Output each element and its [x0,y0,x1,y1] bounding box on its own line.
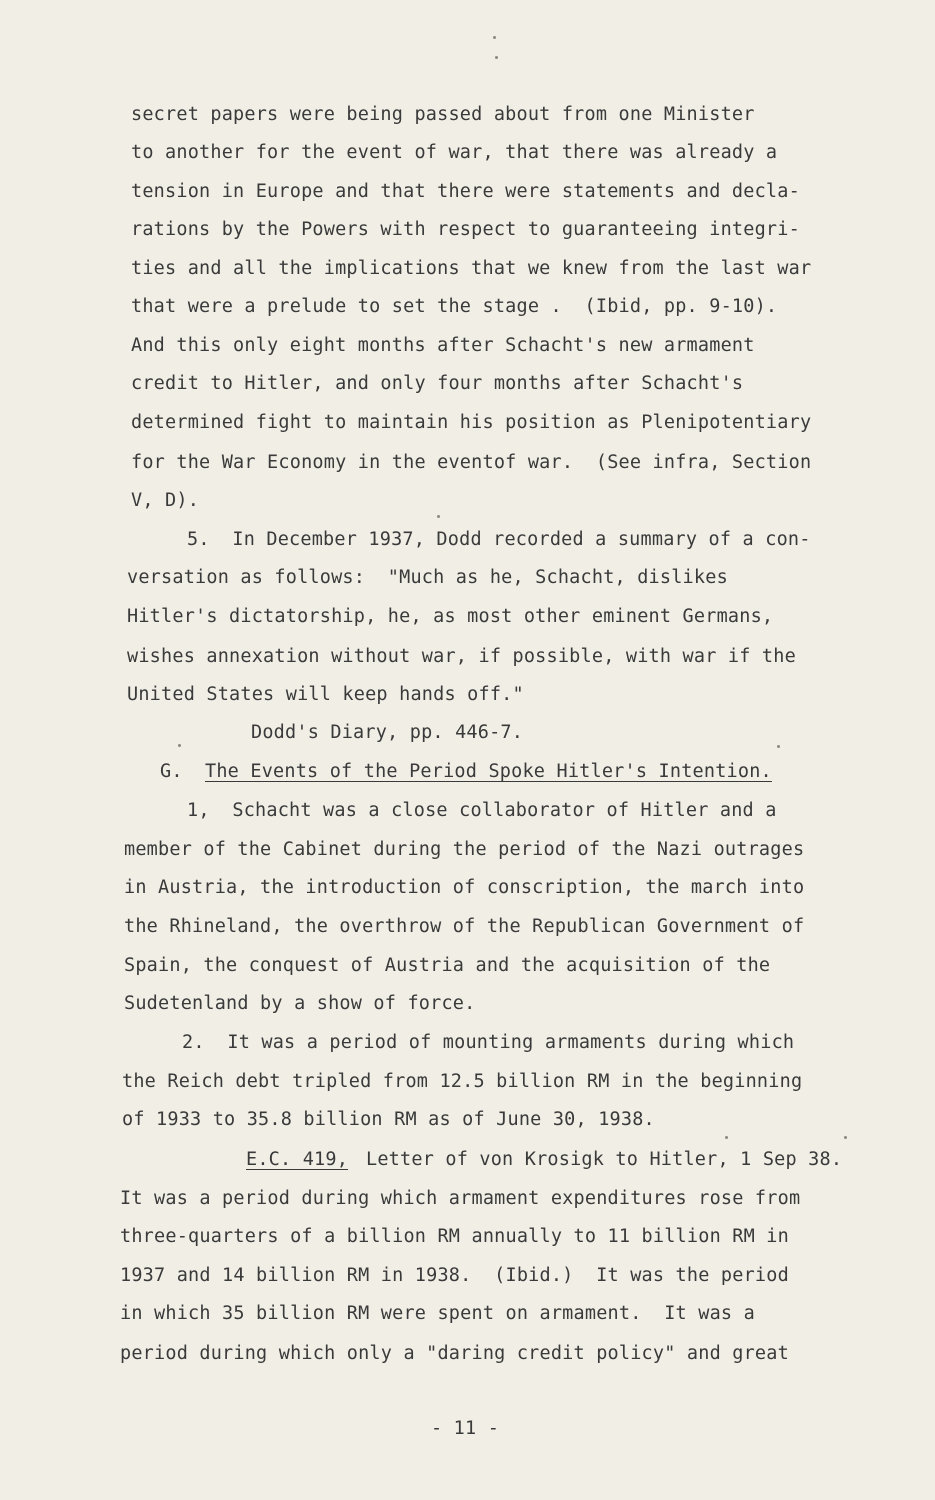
text-line: of 1933 to 35.8 billion RM as of June 30, 1938. [122,1109,655,1130]
text-line: rations by the Powers with respect to guaranteeing integri- [131,219,800,240]
text-line: tension in Europe and that there were statements and decla- [131,181,800,202]
text-line: in which 35 billion RM were spent on armament. It was a [120,1303,755,1324]
text-line: the Rhineland, the overthrow of the Republican Government of [124,916,805,937]
paper-speck [777,745,780,748]
text-line: credit to Hitler, and only four months after Schacht's [131,373,744,394]
section-heading: The Events of the Period Spoke Hitler's Intention. [205,761,772,782]
text-line: versation as follows: "Much as he, Schacht, dislikes [127,567,728,588]
text-line: V, D). [131,490,200,511]
text-line: It was a period during which armament expenditures rose from [120,1188,801,1209]
text-line: Spain, the conquest of Austria and the acquisition of the [124,955,771,976]
text-line: wishes annexation without war, if possible, with war if the [127,646,796,667]
paper-speck [437,515,440,518]
text-line: the Reich debt tripled from 12.5 billion RM in the beginning [122,1071,803,1092]
text-line: determined fight to maintain his position as Plenipotentiary [131,412,812,433]
text-line: Sudetenland by a show of force. [124,993,476,1014]
text-line: to another for the event of war, that there was already a [131,142,778,163]
paper-speck [495,56,498,59]
text-line: period during which only a "daring credit policy" and great [120,1343,789,1364]
paper-speck [493,36,496,39]
text-line: And this only eight months after Schacht's new armament [131,335,755,356]
paragraph-1-start: 1, Schacht was a close collaborator of Hitler and a [187,800,777,821]
text-line: Letter of von Krosigk to Hitler, 1 Sep 38. [366,1149,843,1170]
exhibit-reference: E.C. 419, [246,1149,349,1170]
text-line: for the War Economy in the eventof war. (See infra, Section [131,452,812,473]
section-letter: G. [160,761,183,782]
paper-speck [844,1136,847,1139]
text-line: ties and all the implications that we knew from the last war [131,258,812,279]
text-line: that were a prelude to set the stage . (Ibid, pp. 9-10). [131,296,778,317]
text-line: 1937 and 14 billion RM in 1938. (Ibid.) It was the period [120,1265,789,1286]
citation: Dodd's Diary, pp. 446-7. [251,722,524,743]
paper-speck [178,744,181,747]
paper-speck [725,1136,728,1139]
paragraph-5-start: 5. In December 1937, Dodd recorded a summary of a con- [187,529,811,550]
text-line: three-quarters of a billion RM annually to 11 billion RM in [120,1226,789,1247]
paragraph-2-start: 2. It was a period of mounting armaments during which [182,1032,795,1053]
text-line: secret papers were being passed about from one Minister [131,104,755,125]
text-line: member of the Cabinet during the period of the Nazi outrages [124,839,805,860]
text-line: United States will keep hands off." [127,684,524,705]
page-number: - 11 - [431,1418,500,1439]
text-line: in Austria, the introduction of conscription, the march into [124,877,805,898]
text-line: Hitler's dictatorship, he, as most other eminent Germans, [127,606,774,627]
